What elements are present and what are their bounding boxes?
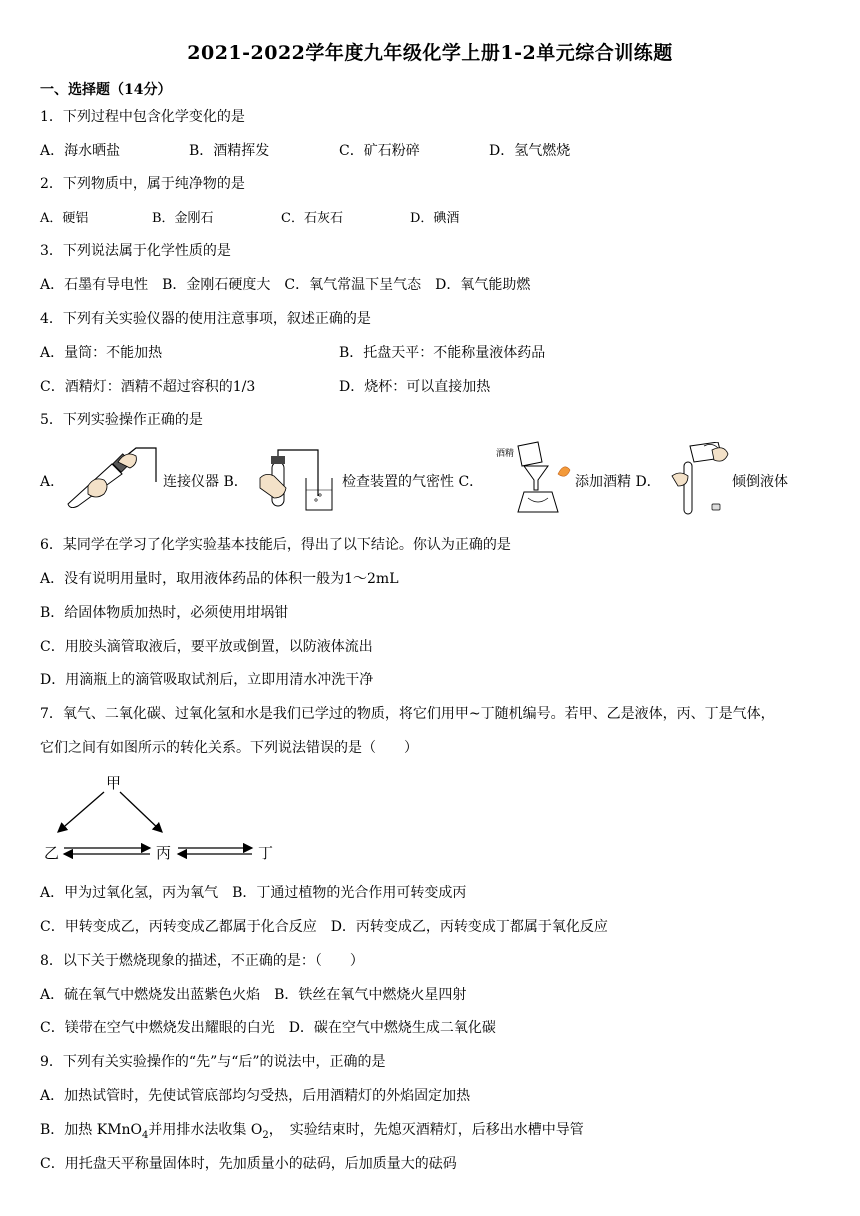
add-alcohol-figure	[494, 440, 574, 516]
node-yi: 乙	[44, 844, 60, 862]
lamp-label: 酒精	[496, 448, 515, 458]
q9-b-sub1: 4	[142, 1129, 149, 1141]
q2-option-c: C．石灰石	[281, 211, 343, 226]
q6-option-c: C．用胶头滴管取液后，要平放或倒置，以防液体流出	[40, 639, 373, 655]
q4-option-d: D．烧杯：可以直接加热	[339, 379, 491, 395]
q4-option-c: C．酒精灯：酒精不超过容积的1/3	[40, 379, 256, 395]
q9-option-a: A．加热试管时，先使试管底部均匀受热，后用酒精灯的外焰固定加热	[40, 1088, 471, 1104]
q2-stem: 2．下列物质中，属于纯净物的是	[40, 176, 245, 192]
q4-option-a: A．量筒：不能加热	[40, 345, 163, 361]
node-ding: 丁	[258, 844, 274, 862]
q6-option-a: A．没有说明用量时，取用液体药品的体积一般为1～2mL	[40, 571, 399, 587]
q7-options-ab: A．甲为过氧化氢，丙为氧气 B．丁通过植物的光合作用可转变成丙	[40, 885, 467, 901]
q9-b-post: ， 实验结束时，先熄灭酒精灯，后移出水槽中导管	[268, 1122, 584, 1138]
q2-option-d: D．碘酒	[410, 211, 460, 226]
section-heading: 一、选择题（14分）	[40, 82, 172, 98]
q4-stem: 4．下列有关实验仪器的使用注意事项，叙述正确的是	[40, 311, 371, 327]
q1-option-c: C．矿石粉碎	[339, 143, 420, 159]
q2-option-a: A．硬铝	[40, 211, 89, 226]
q5-option-a-label: A．	[40, 474, 65, 490]
q8-stem: 8．以下关于燃烧现象的描述，不正确的是：（ ）	[40, 953, 364, 969]
arrow-jia-yi	[58, 792, 104, 832]
q8-options-ab: A．硫在氧气中燃烧发出蓝紫色火焰 B．铁丝在氧气中燃烧火星四射	[40, 987, 467, 1003]
node-jia: 甲	[106, 774, 122, 792]
q9-option-b	[40, 1119, 584, 1141]
q5-option-d-text: 倾倒液体	[732, 474, 788, 490]
q9-stem: 9．下列有关实验操作的“先”与“后”的说法中，正确的是	[40, 1054, 386, 1070]
q2-option-b: B．金刚石	[152, 211, 214, 226]
q7-stem-line1: 7．氧气、二氧化碳、过氧化氢和水是我们已学过的物质，将它们用甲~丁随机编号。若甲、乙是液体，丙、丁是气体，	[40, 706, 775, 722]
q7-options-cd: C．甲转变成乙，丙转变成乙都属于化合反应 D．丙转变成乙，丙转变成丁都属于氧化反应	[40, 919, 608, 935]
airtightness-check-figure	[252, 448, 338, 514]
q5-stem: 5．下列实验操作正确的是	[40, 412, 203, 428]
pour-liquid-figure	[668, 442, 732, 520]
q6-option-b: B．给固体物质加热时，必须使用坩埚钳	[40, 605, 289, 621]
q5-option-a-text: 连接仪器 B．	[163, 474, 248, 490]
q9-option-c: C．用托盘天平称量固体时，先加质量小的砝码，后加质量大的砝码	[40, 1156, 457, 1172]
q5-option-c-text: 添加酒精 D．	[575, 474, 661, 490]
q5-option-b-text: 检查装置的气密性 C．	[342, 474, 484, 490]
q1-option-a: A．海水晒盐	[40, 143, 121, 159]
q4-option-b: B．托盘天平：不能称量液体药品	[339, 345, 546, 361]
q9-b-mid: 并用排水法收集 O	[148, 1122, 263, 1138]
q1-stem: 1．下列过程中包含化学变化的是	[40, 109, 245, 125]
q6-option-d: D．用滴瓶上的滴管吸取试剂后，立即用清水冲洗干净	[40, 672, 374, 688]
q7-stem-line2: 它们之间有如图所示的转化关系。下列说法错误的是（ ）	[40, 740, 418, 756]
q3-options: A．石墨有导电性 B．金刚石硬度大 C．氧气常温下呈气态 D．氧气能助燃	[40, 277, 531, 293]
q9-b-sub2: 2	[262, 1129, 269, 1141]
q6-stem: 6．某同学在学习了化学实验基本技能后，得出了以下结论。你认为正确的是	[40, 537, 511, 553]
conversion-diagram	[40, 770, 280, 866]
q8-options-cd: C．镁带在空气中燃烧发出耀眼的白光 D．碳在空气中燃烧生成二氧化碳	[40, 1020, 496, 1036]
node-bing: 丙	[156, 844, 172, 862]
connect-apparatus-figure	[64, 446, 160, 508]
q9-b-pre: B．加热 KMnO	[40, 1122, 143, 1138]
arrow-jia-bing	[120, 792, 162, 832]
q1-option-d: D．氢气燃烧	[489, 143, 571, 159]
page-title: 2021-2022学年度九年级化学上册1-2单元综合训练题	[187, 42, 673, 64]
q1-option-b: B．酒精挥发	[189, 143, 270, 159]
q3-stem: 3．下列说法属于化学性质的是	[40, 243, 231, 259]
